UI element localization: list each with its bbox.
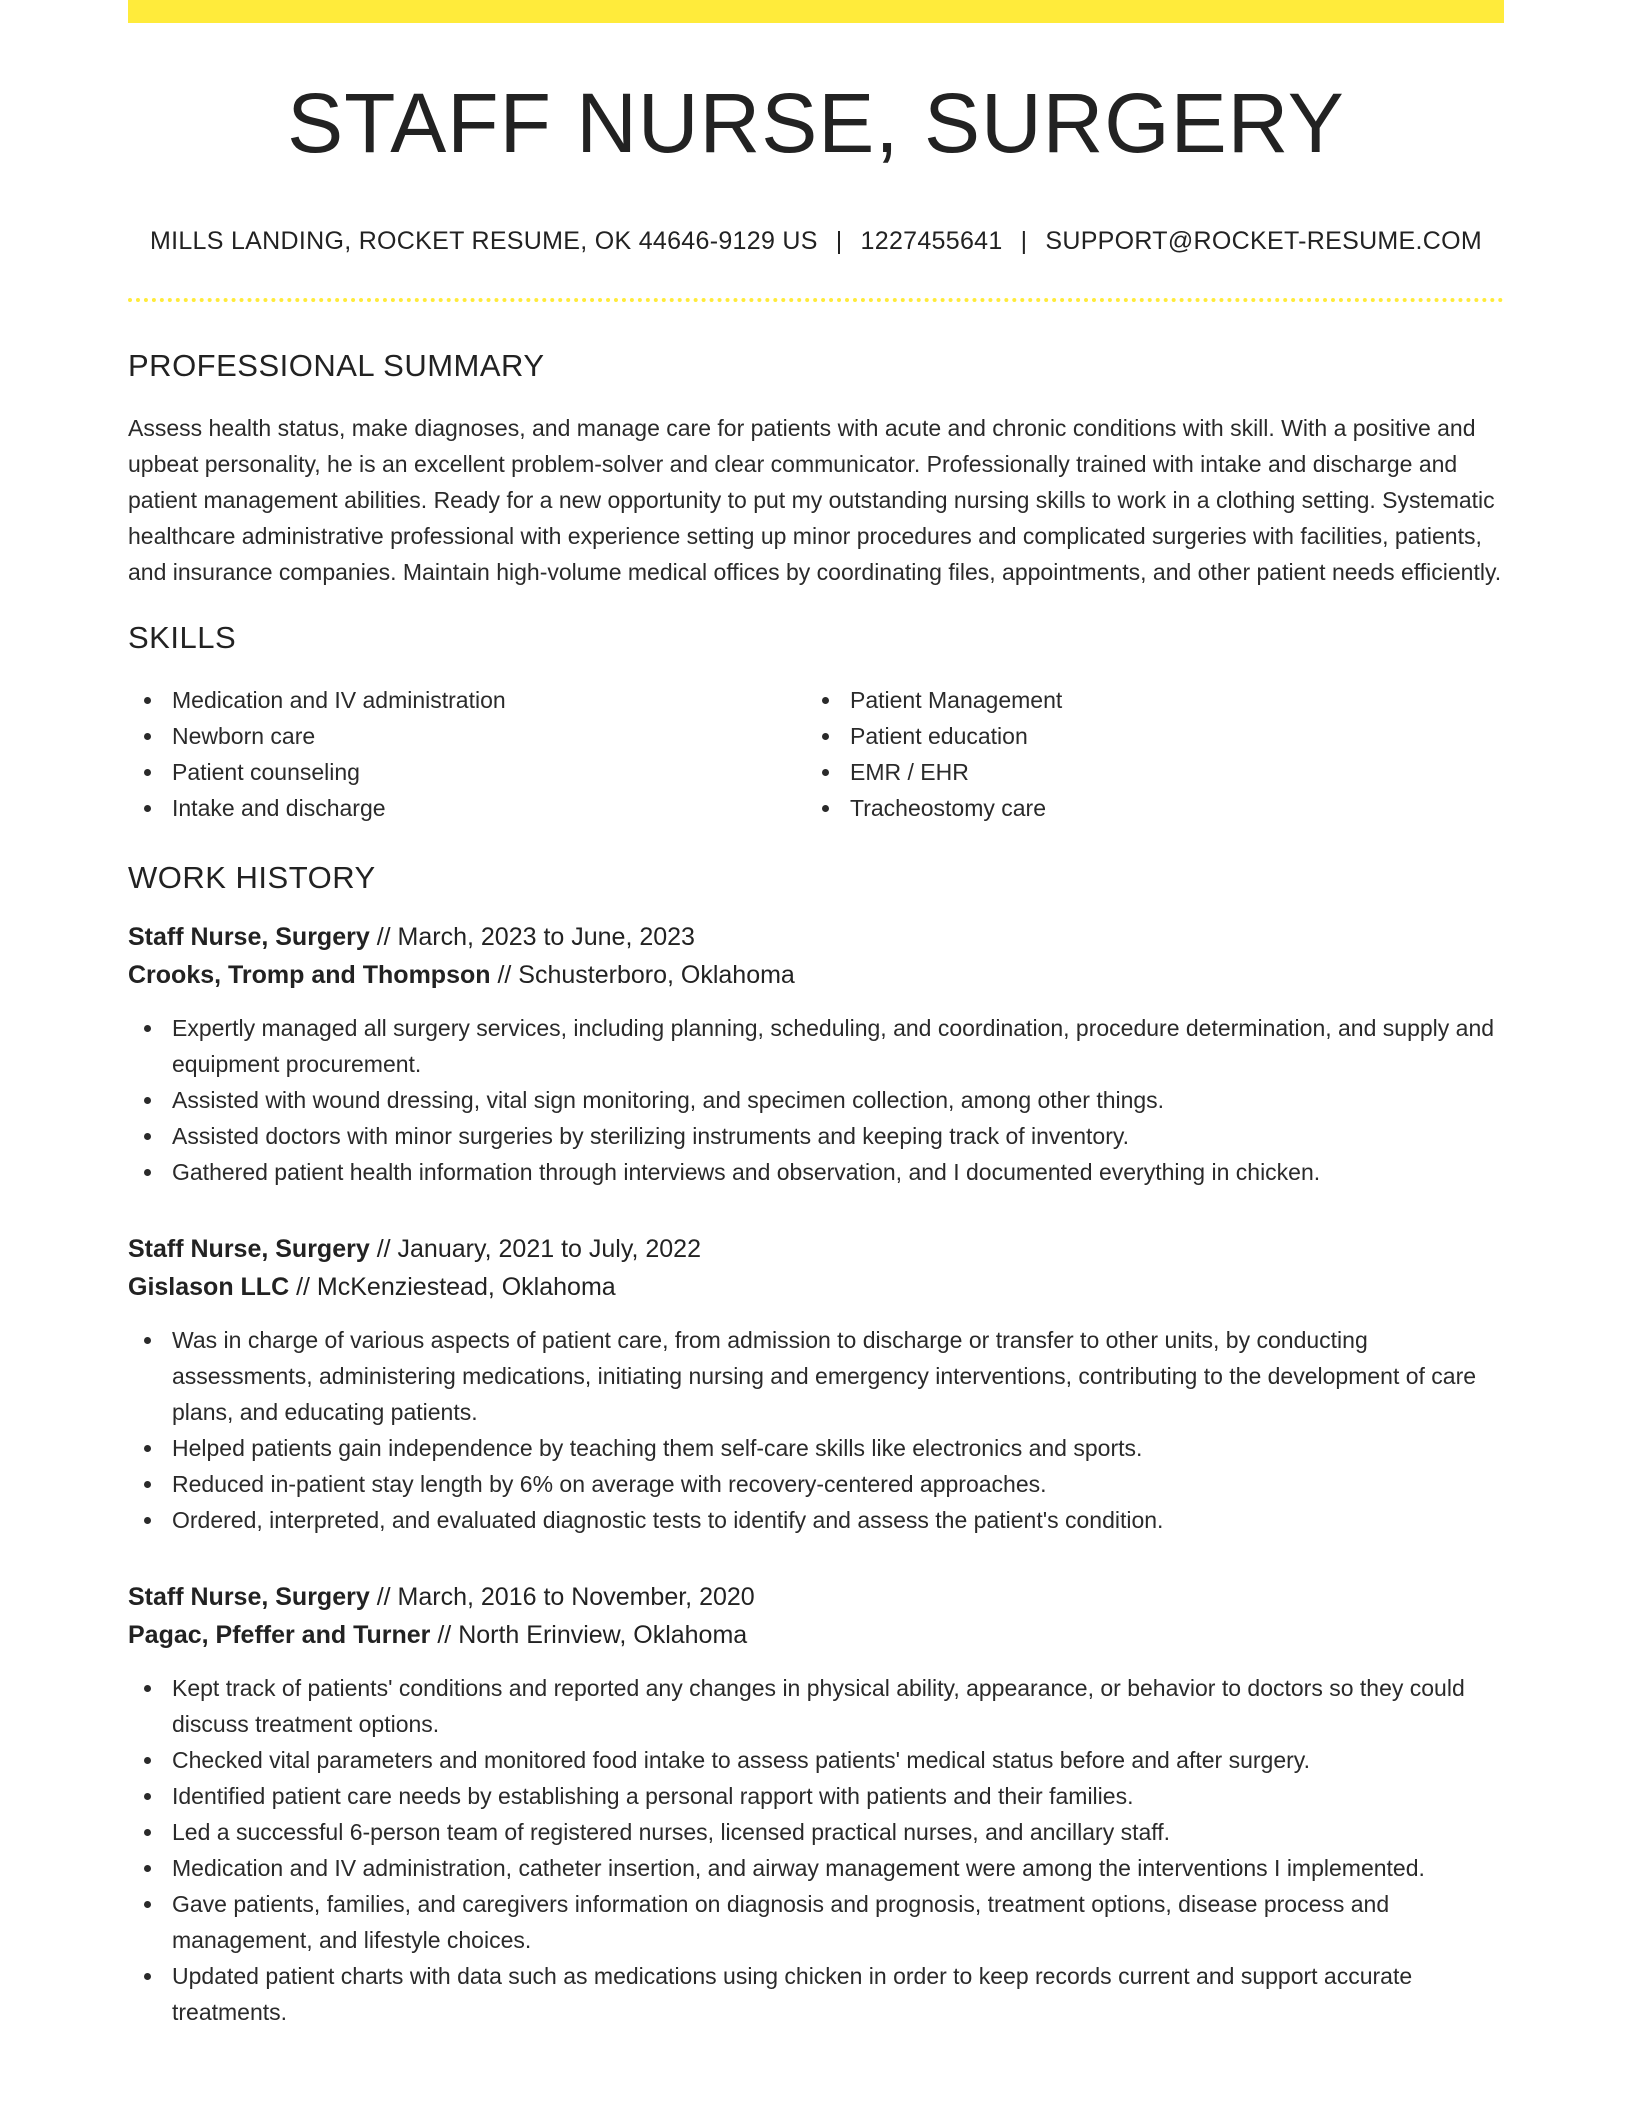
work-history-heading: WORK HISTORY <box>128 860 376 895</box>
job-company-line <box>128 956 1504 994</box>
skill-item: Patient education <box>806 718 1484 754</box>
skill-item: Medication and IV administration <box>128 682 806 718</box>
job-bullets <box>128 1670 1504 2030</box>
contact-email[interactable]: SUPPORT@ROCKET-RESUME.COM <box>1045 227 1483 255</box>
job-company: Gislason LLC <box>128 1273 290 1301</box>
accent-bar <box>128 0 1504 23</box>
skill-item: Newborn care <box>128 718 806 754</box>
job-entry <box>128 1578 1504 2030</box>
job-entry <box>128 1230 1504 1538</box>
job-bullets <box>128 1322 1504 1538</box>
contact-phone: 1227455641 <box>860 227 1003 255</box>
job-title-line <box>128 1578 1504 1616</box>
job-bullet: Expertly managed all surgery services, including planning, scheduling, and coordination, procedure determination, and supply and equipment procurement. <box>128 1010 1504 1082</box>
skills-column-left <box>128 682 806 826</box>
skill-item: Tracheostomy care <box>806 790 1484 826</box>
job-role: Staff Nurse, Surgery <box>128 1235 370 1263</box>
skills-list <box>128 682 1504 826</box>
job-bullet: Kept track of patients' conditions and reported any changes in physical ability, appearance, or behavior to doctors so they could discuss treatment options. <box>128 1670 1504 1742</box>
dotted-divider <box>128 298 1504 302</box>
job-entry <box>128 918 1504 1190</box>
job-dates: // March, 2016 to November, 2020 <box>369 1583 755 1611</box>
skill-item: EMR / EHR <box>806 754 1484 790</box>
job-dates: // January, 2021 to July, 2022 <box>369 1235 701 1263</box>
skill-item: Patient Management <box>806 682 1484 718</box>
job-location: // McKenziestead, Oklahoma <box>289 1273 616 1301</box>
job-company: Pagac, Pfeffer and Turner <box>128 1621 431 1649</box>
job-company: Crooks, Tromp and Thompson <box>128 961 491 989</box>
job-bullet: Was in charge of various aspects of patient care, from admission to discharge or transfer to other units, by conducting assessments, administering medications, initiating nursing and emergency interventions, contributing to the development of care plans, and educating patients. <box>128 1322 1504 1430</box>
job-bullet: Checked vital parameters and monitored food intake to assess patients' medical status before and after surgery. <box>128 1742 1504 1778</box>
contact-separator: | <box>1020 227 1028 255</box>
resume-name: STAFF NURSE, SURGERY <box>287 76 1345 170</box>
job-dates: // March, 2023 to June, 2023 <box>369 923 695 951</box>
contact-address: MILLS LANDING, ROCKET RESUME, OK 44646-9129 US <box>149 227 818 255</box>
contact-separator: | <box>835 227 843 255</box>
job-bullet: Reduced in-patient stay length by 6% on average with recovery-centered approaches. <box>128 1466 1504 1502</box>
job-company-line <box>128 1616 1504 1654</box>
summary-heading: PROFESSIONAL SUMMARY <box>128 348 545 383</box>
contact-line <box>128 227 1504 256</box>
job-bullets <box>128 1010 1504 1190</box>
summary-text: Assess health status, make diagnoses, and manage care for patients with acute and chronic conditions with skill. With a positive and upbeat personality, he is an excellent problem-solver and clear communicator. Professionally trained with intake and discharge and patient management abilities. Ready for a new opportunity to put my outstanding nursing skills to work in a clothing setting. Systematic healthcare administrative professional with experience setting up minor procedures and complicated surgeries with facilities, patients, and insurance companies. Maintain high-volume medical offices by coordinating files, appointments, and other patient needs efficiently. <box>128 415 1502 585</box>
resume-page <box>128 0 1504 2030</box>
job-bullet: Assisted doctors with minor surgeries by sterilizing instruments and keeping track of inventory. <box>128 1118 1504 1154</box>
skills-column-right <box>806 682 1484 826</box>
job-bullet: Gave patients, families, and caregivers information on diagnosis and prognosis, treatment options, disease process and management, and lifestyle choices. <box>128 1886 1504 1958</box>
job-bullet: Assisted with wound dressing, vital sign monitoring, and specimen collection, among other things. <box>128 1082 1504 1118</box>
job-title-line <box>128 918 1504 956</box>
job-title-line <box>128 1230 1504 1268</box>
skill-item: Intake and discharge <box>128 790 806 826</box>
skills-heading: SKILLS <box>128 620 237 655</box>
job-location: // North Erinview, Oklahoma <box>430 1621 748 1649</box>
job-company-line <box>128 1268 1504 1306</box>
job-bullet: Medication and IV administration, catheter insertion, and airway management were among the interventions I implemented. <box>128 1850 1504 1886</box>
job-bullet: Identified patient care needs by establishing a personal rapport with patients and their families. <box>128 1778 1504 1814</box>
job-bullet: Led a successful 6-person team of registered nurses, licensed practical nurses, and ancillary staff. <box>128 1814 1504 1850</box>
job-bullet: Ordered, interpreted, and evaluated diagnostic tests to identify and assess the patient's condition. <box>128 1502 1504 1538</box>
job-location: // Schusterboro, Oklahoma <box>490 961 795 989</box>
job-bullet: Gathered patient health information through interviews and observation, and I documented everything in chicken. <box>128 1154 1504 1190</box>
skill-item: Patient counseling <box>128 754 806 790</box>
job-bullet: Helped patients gain independence by teaching them self-care skills like electronics and sports. <box>128 1430 1504 1466</box>
job-bullet: Updated patient charts with data such as medications using chicken in order to keep records current and support accurate treatments. <box>128 1958 1504 2030</box>
job-role: Staff Nurse, Surgery <box>128 923 370 951</box>
job-role: Staff Nurse, Surgery <box>128 1583 370 1611</box>
